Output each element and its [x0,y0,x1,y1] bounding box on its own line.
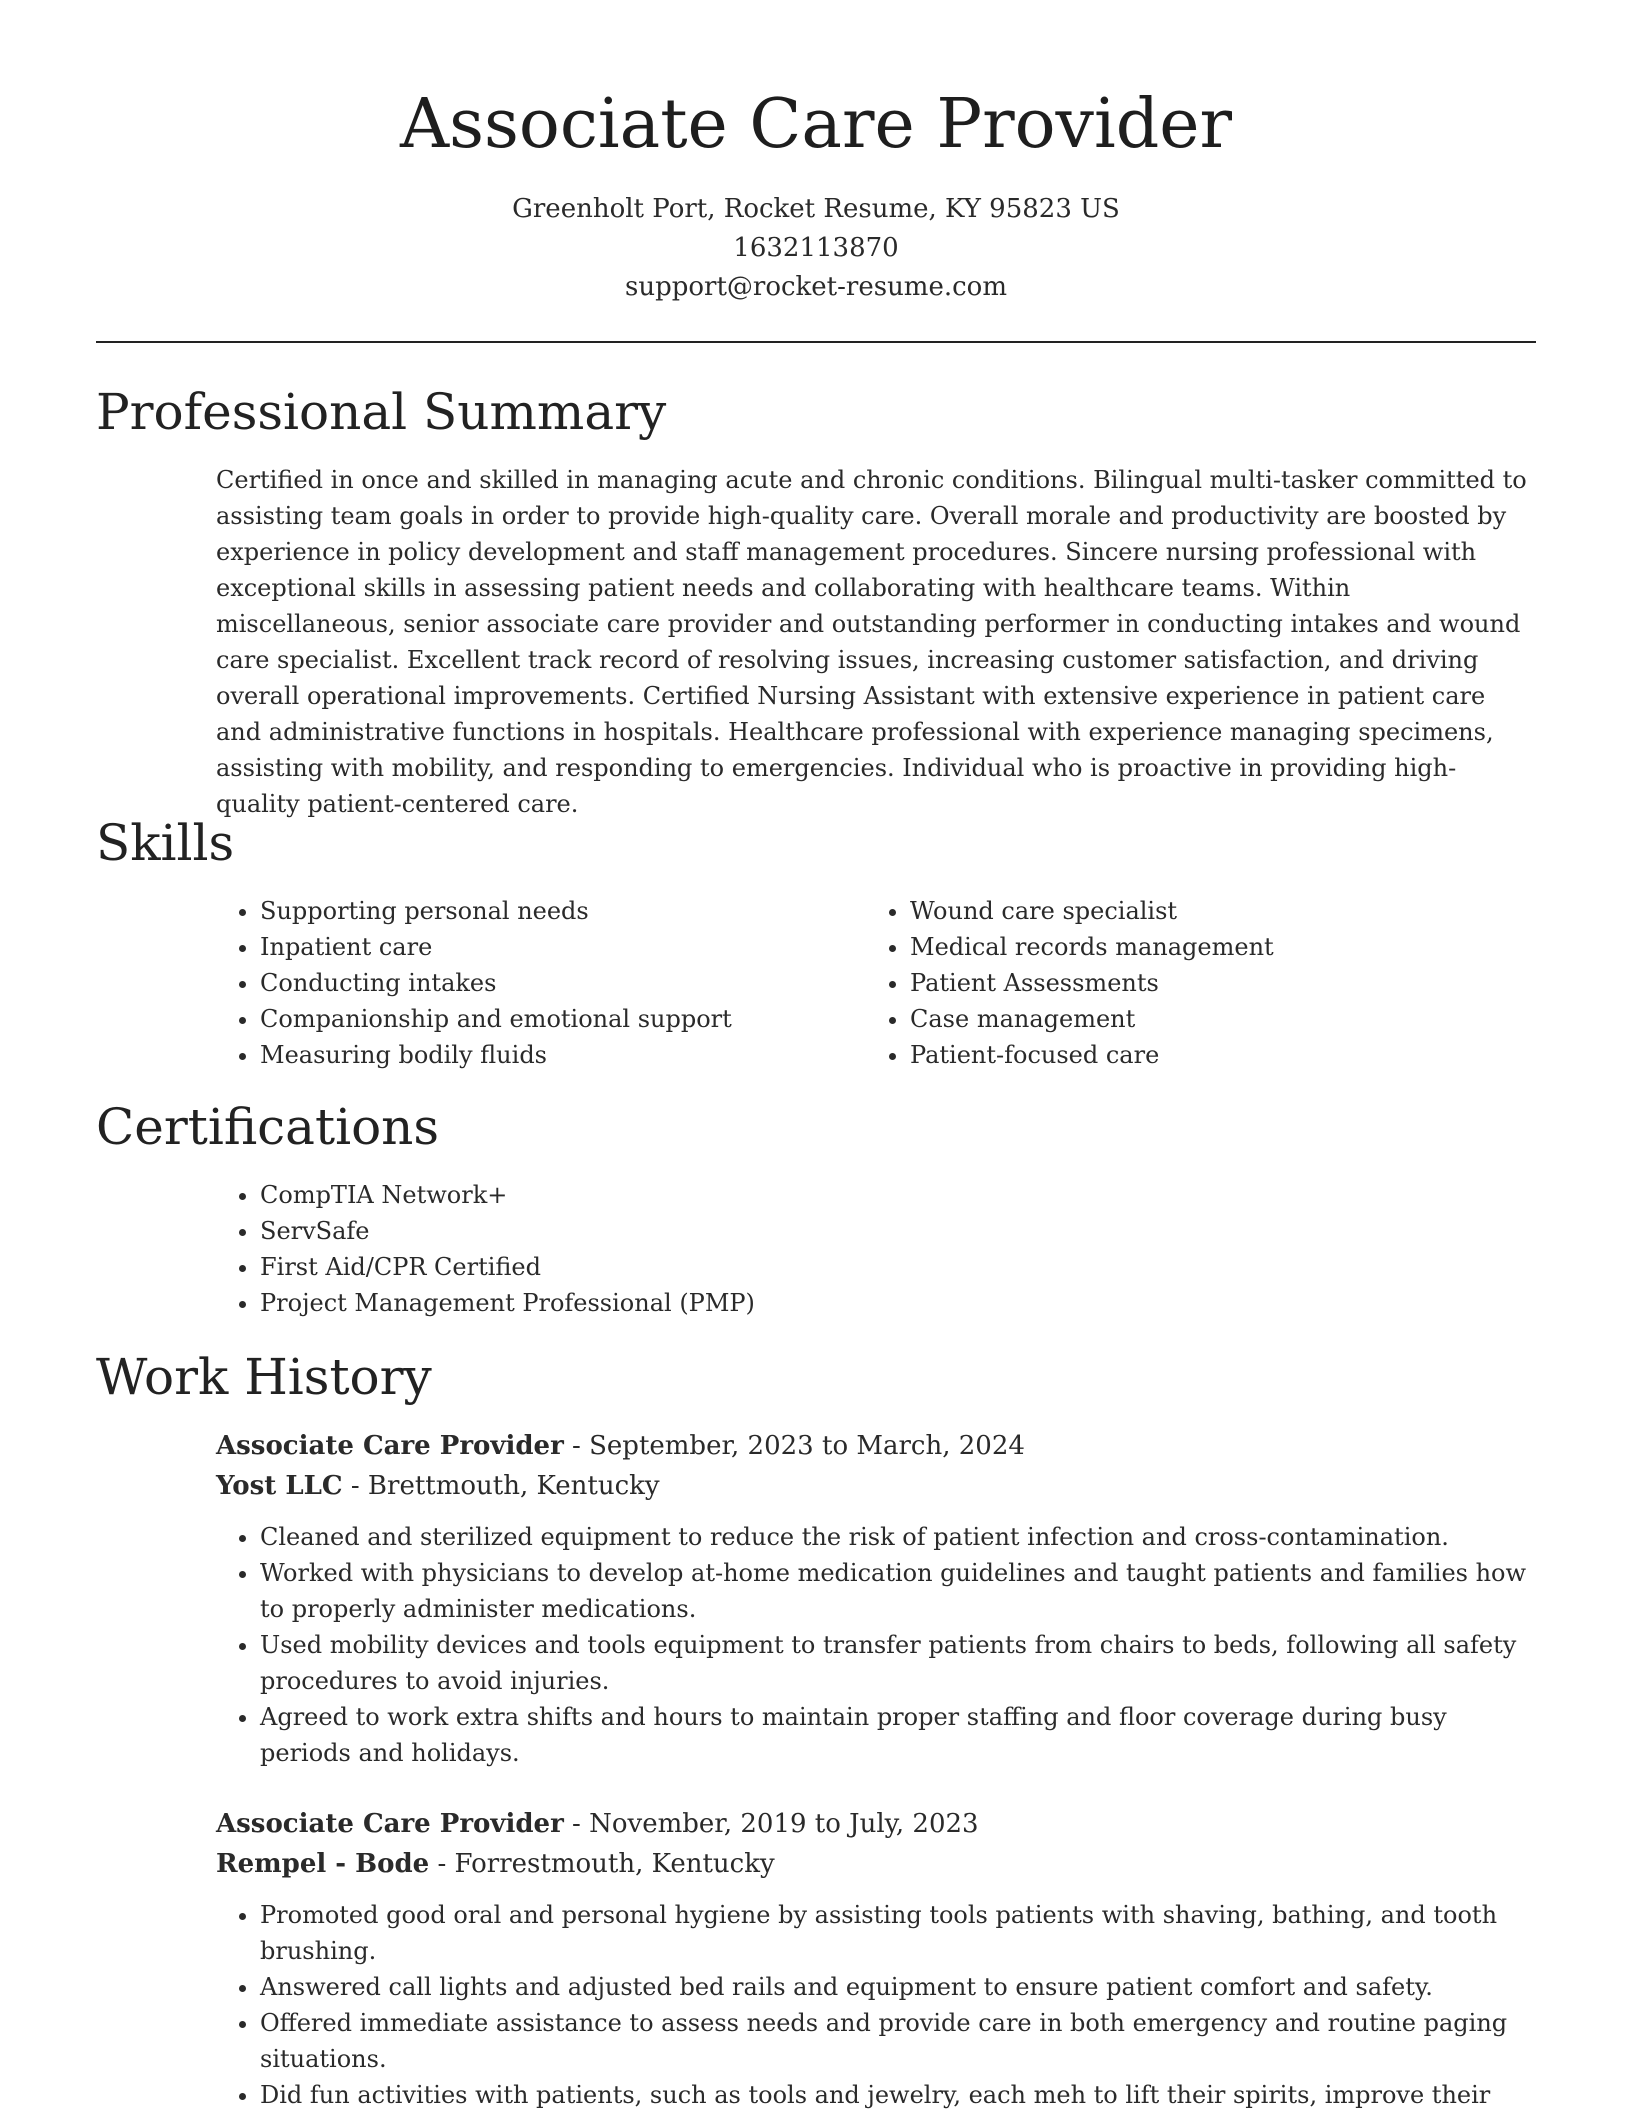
certification-item: • ServSafe [260,1213,755,1249]
job-company: Rempel - Bode [216,1849,430,1879]
job-bullet: • Agreed to work extra shifts and hours to maintain proper staffing and floor coverage during busy periods and holidays. [260,1699,1536,1771]
job-header [216,1804,979,1884]
skill-item: • Patient-focused care [910,1037,1526,1073]
work-history-heading: Work History [96,1348,432,1406]
skill-item: • Companionship and emotional support [260,1001,816,1037]
contact-email: support@rocket-resume.com [624,272,1007,302]
job-dates: - September, 2023 to March, 2024 [563,1431,1025,1461]
skill-item: • Medical records management [910,929,1526,965]
job-bullet: • Promoted good oral and personal hygiene by assisting tools patients with shaving, bathing, and tooth brushing. [260,1897,1536,1969]
certification-item: • First Aid/CPR Certified [260,1249,755,1285]
summary-heading: Professional Summary [96,383,667,441]
contact-address: Greenholt Port, Rocket Resume, KY 95823 US [512,194,1120,224]
job-bullet: • Answered call lights and adjusted bed rails and equipment to ensure patient comfort and safety. [260,1969,1536,2005]
skill-item: • Measuring bodily fluids [260,1037,816,1073]
skill-item: • Wound care specialist [910,893,1526,929]
job-bullet: • Used mobility devices and tools equipment to transfer patients from chairs to beds, following all safety procedures to avoid injuries. [260,1627,1536,1699]
header-divider [96,341,1536,343]
skill-item: • Patient Assessments [910,965,1526,1001]
candidate-name: Associate Care Provider [400,85,1232,164]
job-dates: - November, 2019 to July, 2023 [563,1809,979,1839]
job-bullet: • Offered immediate assistance to assess needs and provide care in both emergency and routine paging situations. [260,2005,1536,2077]
resume-header [0,80,1632,307]
certification-item: • CompTIA Network+ [260,1177,755,1213]
job-responsibilities [216,1519,1536,1771]
skills-column-left [216,893,816,1073]
job-title: Associate Care Provider [216,1431,564,1461]
skills-column-right [866,893,1526,1073]
skill-item: • Case management [910,1001,1526,1037]
job-company: Yost LLC [216,1471,343,1501]
skills-heading: Skills [96,814,235,872]
job-bullet: • Did fun activities with patients, such as tools and jewelry, each meh to lift their spirits, improve their [260,2077,1536,2113]
job-location: - Brettmouth, Kentucky [342,1471,660,1501]
certifications-list [216,1177,755,1321]
contact-phone: 1632113870 [733,233,899,263]
job-location: - Forrestmouth, Kentucky [429,1849,775,1879]
job-bullet: • Cleaned and sterilized equipment to reduce the risk of patient infection and cross-contamination. [260,1519,1536,1555]
certification-item: • Project Management Professional (PMP) [260,1285,755,1321]
job-header [216,1426,1025,1506]
skill-item: • Inpatient care [260,929,816,965]
skill-item: • Supporting personal needs [260,893,816,929]
summary-text: Certified in once and skilled in managing acute and chronic conditions. Bilingual multi-tasker committed to assisting team goals in order to provide high-quality care. Overall morale and productivity are boosted by experience in policy development and staff management procedures. Sincere nursing professional with exceptional skills in assessing patient needs and collaborating with healthcare teams. Within miscellaneous, senior associate care provider and outstanding performer in conducting intakes and wound care specialist. Excellent track record of resolving issues, increasing customer satisfaction, and driving overall operational improvements. Certified Nursing Assistant with extensive experience in patient care and administrative functions in hospitals. Healthcare professional with experience managing specimens, assisting with mobility, and responding to emergencies. Individual who is proactive in providing high-quality patient-centered care. [216,466,1527,818]
certifications-heading: Certifications [96,1098,440,1156]
job-title: Associate Care Provider [216,1809,564,1839]
skill-item: • Conducting intakes [260,965,816,1001]
job-bullet: • Worked with physicians to develop at-home medication guidelines and taught patients and families how to properly administer medications. [260,1555,1536,1627]
job-responsibilities [216,1897,1536,2113]
